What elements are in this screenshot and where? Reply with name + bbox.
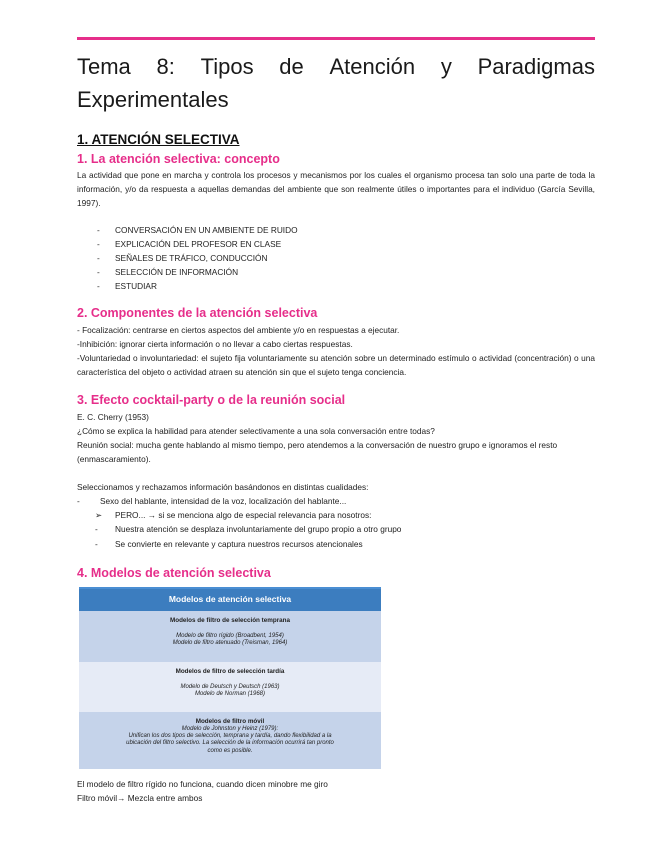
note-line: Filtro móvil→ Mezcla entre ambos [77,793,203,803]
list-item: - SELECCIÓN DE INFORMACIÓN [97,267,239,277]
header-rule [77,37,595,40]
list-item: - Sexo del hablante, intensidad de la voz, localización del hablante... [77,496,347,506]
subheading-componentes: 2. Componentes de la atención selectiva [77,306,318,320]
note-line: El modelo de filtro rígido no funciona, cuando dicen minobre me giro [77,779,328,789]
table-header: Modelos de atención selectiva [79,587,381,611]
table-row: Modelos de filtro de selección tardía Modelo de Deutsch y Deutsch (1963) Modelo de Norman (1968) [79,662,381,712]
cocktail-question: ¿Cómo se explica la habilidad para atender selectivamente a una sola conversación entre todas? [77,426,435,436]
componentes-paragraph: -Voluntariedad o involuntariedad: el sujeto fija voluntariamente su atención sobre un determinado estímulo o actividad (concentración) o una característica del objeto o actividad atraen su atención sin que el sujeto tenga conciencia. [77,353,595,378]
title-word: y [440,54,452,79]
list-item: - Se convierte en relevante y captura nuestros recursos atencionales [95,538,363,549]
list-item: - EXPLICACIÓN DEL PROFESOR EN CLASE [97,239,282,249]
section-heading-atencion-selectiva: 1. ATENCIÓN SELECTIVA [77,132,240,147]
social-paragraph: Reunión social: mucha gente hablando al mismo tiempo, pero atendemos a la conversación de nuestro grupo e ignoramos el resto (enmascaramiento). [77,440,558,465]
list-item: ➢ PERO... → si se menciona algo de especial relevancia para nosotros: [77,508,595,522]
title-word: Tema [77,54,131,79]
subheading-cocktail-party: 3. Efecto cocktail-party o de la reunión social [77,393,346,407]
list-item: - CONVERSACIÓN EN UN AMBIENTE DE RUIDO [97,225,298,235]
cherry-reference: E. C. Cherry (1953) [77,412,149,422]
table-row: Modelos de filtro de selección temprana Modelo de filtro rígido (Broadbent, 1954) Modelo de filtro atenuado (Treisman, 1964) [79,611,381,662]
title-word: 8: [156,54,175,79]
subheading-concepto: 1. La atención selectiva: concepto [77,152,280,166]
title-line-1 [77,50,595,83]
componentes-line: -Inhibición: ignorar cierta información o no llevar a cabo ciertas respuestas. [77,339,353,349]
title-word: de [279,54,304,79]
modelos-table-figure [79,587,381,767]
examples-list [77,223,595,293]
qualities-intro: Seleccionamos y rechazamos información basándonos en distintas cualidades: [77,482,369,492]
arrow-icon: ➢ [95,510,102,521]
title-word: Paradigmas [477,54,595,79]
list-item: - ESTUDIAR [97,281,157,291]
subheading-modelos: 4. Modelos de atención selectiva [77,566,271,580]
title-line-2: Experimentales [77,87,229,112]
qualities-list [77,494,595,551]
concept-paragraph: La actividad que pone en marcha y controla los procesos y mecanismos por los cuales el organismo procesa tan solo una parte de toda la información, y/o da respuesta a aquellas demandas del ambiente que son realmente útiles o importantes para el individuo (García Sevilla, 1997). [77,170,595,209]
title-word: Atención [329,54,416,79]
title-word: Tipos [200,54,254,79]
page-title [77,50,595,116]
list-item: - SEÑALES DE TRÁFICO, CONDUCCIÓN [97,253,268,263]
list-item: - Nuestra atención se desplaza involuntariamente del grupo propio a otro grupo [95,524,402,535]
componentes-line: - Focalización: centrarse en ciertos aspectos del ambiente y/o en respuestas a ejecutar. [77,325,400,335]
table-row: Modelos de filtro móvil Modelo de Johnston y Heinz (1979): Unifican los dos tipos de selección, temprana y tardía, dando flexibilidad a la ubicación del filtro selectivo. La selección de la información ocurrirá tan pronto como es posible. [79,712,381,769]
